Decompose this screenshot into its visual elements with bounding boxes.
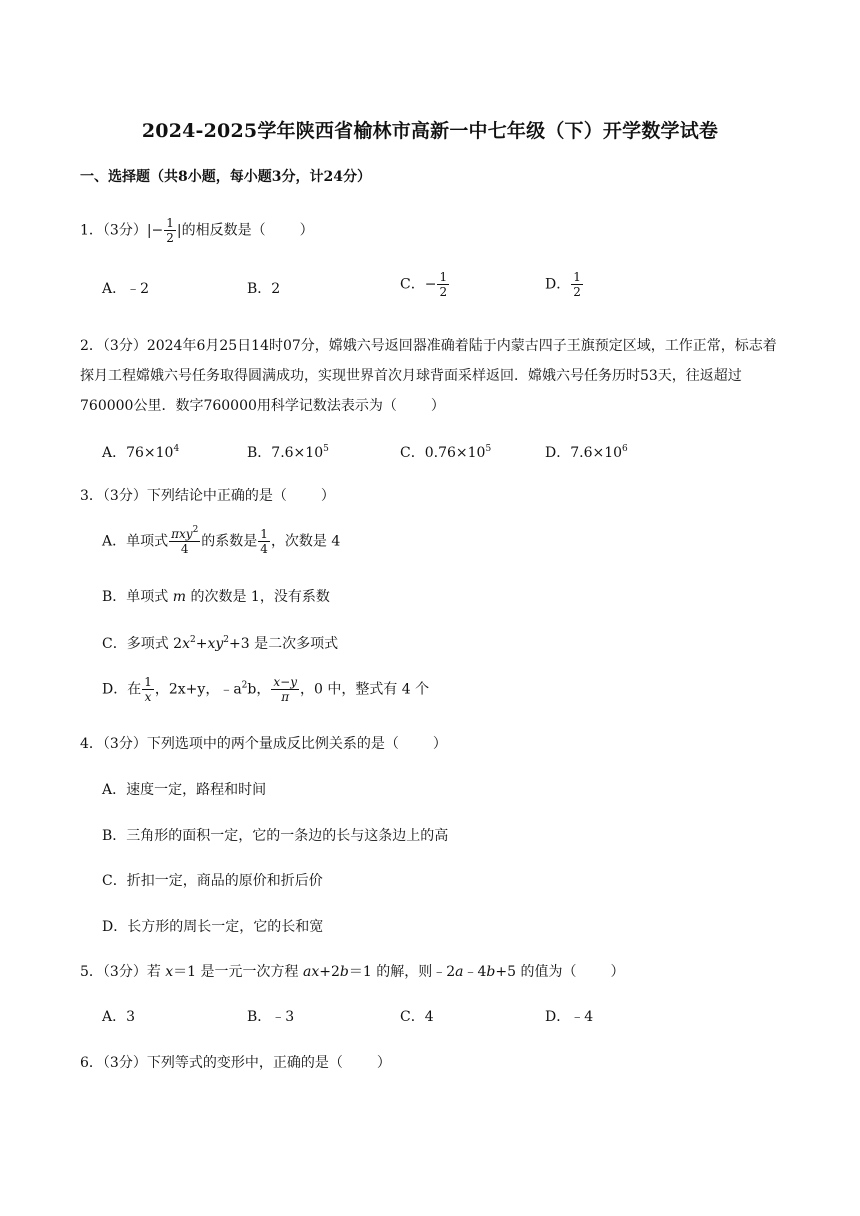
variable: x	[144, 690, 152, 704]
question-text: ＝1 是一元一次方程	[173, 964, 303, 980]
option-text: ，次数是 4	[270, 533, 341, 550]
q3-option-d	[102, 675, 429, 704]
q4-option-c: C．折扣一定，商品的原价和折后价	[102, 873, 323, 889]
close-paren: ）	[320, 488, 335, 504]
question-3	[80, 485, 335, 505]
q1-option-b: B．2	[247, 281, 281, 297]
variable: xy	[207, 636, 224, 652]
fraction	[258, 527, 270, 556]
option-text: ，0 中，整式有 4 个	[299, 681, 430, 698]
question-1-prefix: 1．（3分）	[80, 222, 147, 239]
fraction-numerator: 1	[166, 216, 174, 230]
option-text: A．76×10	[102, 445, 174, 461]
fraction-numerator	[169, 527, 200, 542]
variable: a	[455, 964, 464, 980]
q5-option-d: D．﹣4	[545, 1009, 594, 1025]
question-6	[80, 1052, 391, 1072]
question-5	[80, 961, 624, 981]
q1-option-d	[545, 270, 584, 299]
exponent: 2	[192, 525, 199, 535]
fraction-denominator: 4	[260, 542, 268, 556]
fraction-denominator: 2	[573, 285, 581, 299]
option-label: C．	[400, 276, 425, 293]
expression: x−y	[273, 675, 297, 689]
question-text: ＝1 的解，则﹣2	[348, 964, 456, 980]
fraction-numerator: 1	[260, 527, 268, 541]
exponent: 2	[189, 635, 196, 645]
fraction-numerator	[271, 675, 299, 690]
option-label: A．单项式	[102, 533, 169, 550]
fraction	[169, 527, 200, 556]
variable: b	[339, 964, 349, 980]
variable: x	[182, 636, 190, 652]
variable: m	[172, 589, 187, 605]
close-paren: ）	[430, 398, 445, 414]
close-paren: ）	[432, 736, 447, 752]
fraction-numerator: 1	[144, 675, 152, 689]
q3-option-b	[102, 586, 330, 606]
fraction-denominator: 2	[439, 285, 448, 299]
question-4-stem: 4．（3分）下列选项中的两个量成反比例关系的是（	[80, 736, 399, 752]
fraction-denominator: 2	[166, 231, 174, 245]
abs-close: |	[176, 222, 182, 239]
fraction-numerator: 1	[439, 270, 448, 284]
q4-option-d: D．长方形的周长一定，它的长和宽	[102, 919, 324, 935]
option-text: C．0.76×10	[400, 445, 486, 461]
q4-option-b: B．三角形的面积一定，它的一条边的长与这条边上的高	[102, 828, 449, 844]
q5-option-b: B．﹣3	[247, 1009, 295, 1025]
q2-option-b	[247, 442, 329, 462]
question-3-stem: 3．（3分）下列结论中正确的是（	[80, 488, 287, 504]
operator: +	[195, 636, 208, 652]
q1-option-a: A．﹣2	[102, 281, 150, 297]
question-text: ﹣4	[463, 964, 487, 980]
variable: ax	[302, 964, 320, 980]
q5-option-c: C．4	[400, 1009, 434, 1025]
q5-option-a: A．3	[102, 1009, 136, 1025]
option-text: B．7.6×10	[247, 445, 324, 461]
fraction-denominator	[142, 690, 154, 704]
q3-option-c	[102, 633, 338, 653]
option-text: ，2x+y，﹣a	[154, 681, 242, 698]
variable: b	[486, 964, 496, 980]
exponent: 5	[485, 444, 492, 454]
fraction	[571, 270, 583, 299]
q4-option-a: A．速度一定，路程和时间	[102, 782, 267, 798]
variable: π	[281, 690, 290, 704]
close-paren: ）	[610, 964, 625, 980]
option-text: +3 是二次多项式	[229, 636, 339, 652]
fraction-denominator: 4	[180, 542, 189, 556]
question-text: +5 的值为（	[495, 964, 577, 980]
variable: x	[165, 964, 174, 980]
fraction-denominator	[271, 690, 299, 704]
fraction	[142, 675, 154, 704]
abs-open: |−	[146, 222, 164, 239]
fraction	[437, 270, 449, 299]
minus-sign: −	[424, 276, 437, 293]
question-1-stem: 的相反数是（	[181, 222, 266, 239]
page-title: 2024-2025学年陕西省榆林市高新一中七年级（下）开学数学试卷	[141, 120, 719, 142]
close-paren: ）	[376, 1055, 391, 1071]
option-text: D．7.6×10	[545, 445, 623, 461]
close-paren: ）	[299, 222, 314, 239]
q2-option-d	[545, 442, 628, 462]
q2-option-c	[400, 442, 491, 462]
option-label: D．在	[102, 681, 142, 698]
option-text: b，	[247, 681, 271, 698]
question-5-prefix: 5．（3分）若	[80, 964, 166, 980]
option-text: 的系数是	[201, 533, 258, 550]
question-6-stem: 6．（3分）下列等式的变形中，正确的是（	[80, 1055, 343, 1071]
option-text: B．单项式	[102, 589, 173, 605]
option-label: D．	[545, 276, 571, 293]
exponent: 5	[323, 444, 329, 454]
section-heading: 一、选择题（共8小题，每小题3分，计24分）	[80, 169, 371, 185]
exponent: 4	[173, 444, 180, 454]
q1-option-c	[400, 270, 450, 299]
option-text: 的次数是 1，没有系数	[186, 589, 330, 605]
q3-option-a	[102, 527, 340, 556]
question-1	[80, 216, 314, 245]
q2-option-a	[102, 442, 179, 462]
question-2-stem: 2．（3分）2024年6月25日14时07分，嫦娥六号返回器准确着陆于内蒙古四子王旗预定区域，工作正常，标志着探月工程嫦娥六号任务取得圆满成功，实现世界首次月球背面采样返回．嫦娥六号任务历时53天，往返超过760000公里．数字760000用科学记数法表示为（	[80, 338, 777, 414]
question-text: +2	[319, 964, 340, 980]
fraction	[271, 675, 299, 704]
question-2	[80, 331, 785, 421]
expression: πxy	[171, 527, 193, 541]
fraction-numerator: 1	[573, 270, 581, 284]
fraction	[164, 216, 176, 245]
question-4	[80, 733, 447, 753]
exponent: 2	[223, 635, 229, 645]
exponent: 6	[622, 444, 628, 454]
exponent: 2	[241, 680, 248, 691]
option-text: C．多项式 2	[102, 636, 183, 652]
